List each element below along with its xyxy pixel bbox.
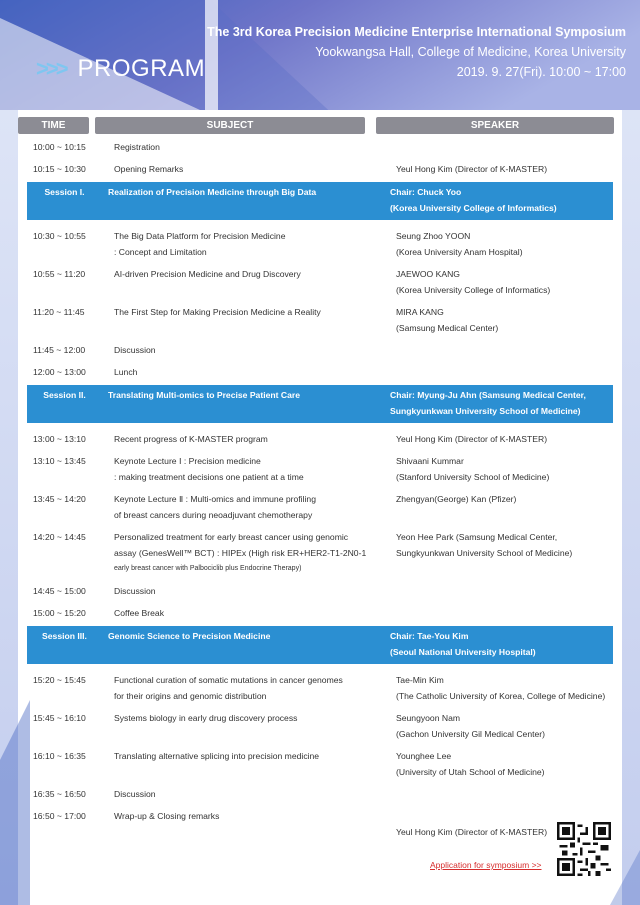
- subject-line: AI-driven Precision Medicine and Drug Discovery: [114, 269, 301, 279]
- speaker-line: Chair: Myung-Ju Ahn (Samsung Medical Center,: [390, 390, 586, 400]
- subject-cell: [102, 628, 390, 660]
- subject-line: of breast cancers during neoadjuvant chemotherapy: [114, 510, 313, 520]
- subject-line: Registration: [114, 142, 160, 152]
- session-header-row: [27, 626, 613, 664]
- speaker-line: Chair: Chuck Yoo: [390, 187, 462, 197]
- program-heading: [36, 55, 205, 83]
- subject-cell: [108, 786, 396, 802]
- speaker-line: Tae-Min Kim: [396, 675, 444, 685]
- speaker-line: JAEWOO KANG: [396, 269, 460, 279]
- time-cell: 10:30 ~ 10:55: [33, 231, 86, 241]
- time-cell: 11:20 ~ 11:45: [33, 307, 85, 317]
- speaker-line: Yeul Hong Kim (Director of K-MASTER): [396, 164, 548, 174]
- schedule-row: [27, 806, 613, 844]
- speaker-line: Sungkyunkwan University School of Medicine): [390, 406, 581, 416]
- schedule-row: [27, 746, 613, 784]
- subject-line: Discussion: [114, 789, 156, 799]
- subject-line: Genomic Science to Precision Medicine: [108, 631, 271, 641]
- subject-line: Keynote Lecture Ⅱ : Multi-omics and immune profiling: [114, 494, 316, 504]
- subject-cell: [108, 491, 396, 523]
- event-title: The 3rd Korea Precision Medicine Enterprise International Symposium: [207, 25, 626, 39]
- speaker-cell: [390, 387, 613, 419]
- schedule-row: [27, 159, 613, 181]
- speaker-line: (Stanford University School of Medicine): [396, 472, 550, 482]
- schedule-row: [27, 489, 613, 527]
- time-cell: 16:35 ~ 16:50: [33, 789, 86, 799]
- subject-cell: [108, 304, 396, 336]
- schedule-row: [27, 708, 613, 746]
- subject-cell: [108, 228, 396, 260]
- column-header-speaker: SPEAKER: [376, 117, 614, 134]
- subject-cell: [108, 605, 396, 621]
- subject-line: Recent progress of K-MASTER program: [114, 434, 268, 444]
- speaker-line: Yeul Hong Kim (Director of K-MASTER): [396, 827, 548, 837]
- subject-cell: [108, 672, 396, 704]
- schedule-row: [27, 670, 613, 708]
- subject-line: Lunch: [114, 367, 138, 377]
- schedule-row: [27, 527, 613, 581]
- speaker-line: (Korea University College of Informatics): [396, 285, 551, 295]
- chevron-right-icon: >>>: [36, 56, 66, 81]
- subject-cell: [108, 748, 396, 780]
- speaker-cell: [396, 710, 613, 742]
- subject-line: Coffee Break: [114, 608, 165, 618]
- speaker-cell: [390, 628, 613, 660]
- subject-cell: [108, 583, 396, 599]
- subject-line: Realization of Precision Medicine through Big Data: [108, 187, 317, 197]
- subject-line: Discussion: [114, 345, 156, 355]
- subject-cell: [108, 364, 396, 380]
- subject-line: early breast cancer with Palbociclib plus Endocrine Therapy): [114, 565, 302, 572]
- time-cell: 16:50 ~ 17:00: [33, 811, 86, 821]
- speaker-line: (The Catholic University of Korea, College of Medicine): [396, 691, 606, 701]
- time-cell: 15:45 ~ 16:10: [33, 713, 86, 723]
- time-cell: 13:45 ~ 14:20: [33, 494, 86, 504]
- speaker-line: (Samsung Medical Center): [396, 323, 499, 333]
- speaker-line: Chair: Tae-You Kim: [390, 631, 469, 641]
- subject-line: The First Step for Making Precision Medicine a Reality: [114, 307, 321, 317]
- schedule-row: [27, 784, 613, 806]
- column-header-time: TIME: [18, 117, 89, 134]
- time-cell: 12:00 ~ 13:00: [33, 367, 86, 377]
- session-header-row: [27, 182, 613, 220]
- subject-cell: [108, 431, 396, 447]
- time-cell: 16:10 ~ 16:35: [33, 751, 86, 761]
- time-cell: 14:45 ~ 15:00: [33, 586, 86, 596]
- page-title: PROGRAM: [77, 55, 206, 82]
- speaker-cell: [396, 161, 613, 177]
- subject-line: for their origins and genomic distribution: [114, 691, 267, 701]
- qr-code-icon[interactable]: [557, 822, 611, 876]
- subject-line: Translating Multi-omics to Precise Patient Care: [108, 390, 300, 400]
- subject-cell: [108, 529, 396, 577]
- schedule-row: [27, 362, 613, 384]
- subject-line: Keynote Lecture Ⅰ : Precision medicine: [114, 456, 261, 466]
- speaker-line: MIRA KANG: [396, 307, 444, 317]
- subject-line: Personalized treatment for early breast cancer using genomic: [114, 532, 349, 542]
- time-cell: 14:20 ~ 14:45: [33, 532, 86, 542]
- speaker-cell: [396, 431, 613, 447]
- subject-line: Discussion: [114, 586, 156, 596]
- subject-line: assay (GenesWell™ BCT) : HIPEx (High risk ER+HER2-T1-2N0-1: [114, 548, 367, 558]
- speaker-cell: [396, 786, 613, 802]
- speaker-line: Shivaani Kummar: [396, 456, 464, 466]
- speaker-cell: [396, 342, 613, 358]
- schedule-row: [27, 226, 613, 264]
- schedule-row: [27, 429, 613, 451]
- time-cell: 15:20 ~ 15:45: [33, 675, 86, 685]
- speaker-line: Yeul Hong Kim (Director of K-MASTER): [396, 434, 548, 444]
- subject-cell: [108, 266, 396, 298]
- schedule-row: [27, 302, 613, 340]
- session-header-row: [27, 385, 613, 423]
- subject-cell: [108, 139, 396, 155]
- speaker-line: Seung Zhoo YOON: [396, 231, 471, 241]
- subject-line: Functional curation of somatic mutations in cancer genomes: [114, 675, 343, 685]
- session-label: Session III.: [42, 631, 87, 641]
- schedule-row: [27, 603, 613, 625]
- speaker-cell: [396, 605, 613, 621]
- speaker-cell: [396, 139, 613, 155]
- subject-cell: [108, 453, 396, 485]
- speaker-cell: [396, 529, 613, 577]
- speaker-line: (Korea University Anam Hospital): [396, 247, 523, 257]
- speaker-cell: [396, 364, 613, 380]
- speaker-cell: [396, 748, 613, 780]
- speaker-line: Zhengyan(George) Kan (Pfizer): [396, 494, 517, 504]
- subject-cell: [102, 387, 390, 419]
- subject-cell: [108, 710, 396, 742]
- speaker-line: (Gachon University Gil Medical Center): [396, 729, 546, 739]
- event-date: 2019. 9. 27(Fri). 10:00 ~ 17:00: [456, 65, 626, 79]
- speaker-cell: [396, 491, 613, 523]
- speaker-cell: [396, 228, 613, 260]
- schedule-row: [27, 451, 613, 489]
- subject-cell: [108, 161, 396, 177]
- time-cell: 11:45 ~ 12:00: [33, 345, 86, 355]
- speaker-cell: [396, 583, 613, 599]
- time-cell: 13:10 ~ 13:45: [33, 456, 86, 466]
- subject-line: : making treatment decisions one patient at a time: [114, 472, 304, 482]
- event-info: [207, 22, 626, 82]
- schedule-row: [27, 340, 613, 362]
- speaker-cell: [396, 672, 613, 704]
- schedule-row: [27, 581, 613, 603]
- speaker-cell: [396, 453, 613, 485]
- subject-line: The Big Data Platform for Precision Medicine: [114, 231, 286, 241]
- time-cell: 10:55 ~ 11:20: [33, 269, 86, 279]
- time-cell: 10:00 ~ 10:15: [33, 142, 86, 152]
- speaker-cell: [396, 266, 613, 298]
- event-venue: Yookwangsa Hall, College of Medicine, Korea University: [315, 45, 626, 59]
- subject-line: Translating alternative splicing into precision medicine: [114, 751, 320, 761]
- speaker-line: Yeon Hee Park (Samsung Medical Center,: [396, 532, 558, 542]
- speaker-line: Seungyoon Nam: [396, 713, 461, 723]
- speaker-line: (Korea University College of Informatics): [390, 203, 557, 213]
- subject-cell: [108, 808, 396, 840]
- speaker-line: (Seoul National University Hospital): [390, 647, 536, 657]
- schedule-row: [27, 264, 613, 302]
- session-label: Session II.: [43, 390, 86, 400]
- application-link[interactable]: Application for symposium >>: [430, 860, 542, 870]
- speaker-line: Sungkyunkwan University School of Medicine): [396, 548, 573, 558]
- subject-cell: [102, 184, 390, 216]
- subject-line: Wrap-up & Closing remarks: [114, 811, 220, 821]
- speaker-line: Younghee Lee: [396, 751, 452, 761]
- program-schedule: [27, 137, 613, 844]
- subject-cell: [108, 342, 396, 358]
- subject-line: Systems biology in early drug discovery process: [114, 713, 298, 723]
- time-cell: 10:15 ~ 10:30: [33, 164, 86, 174]
- subject-line: : Concept and Limitation: [114, 247, 207, 257]
- speaker-line: (University of Utah School of Medicine): [396, 767, 545, 777]
- time-cell: 15:00 ~ 15:20: [33, 608, 86, 618]
- speaker-cell: [390, 184, 613, 216]
- time-cell: 13:00 ~ 13:10: [33, 434, 86, 444]
- column-header-subject: SUBJECT: [95, 117, 365, 134]
- schedule-row: [27, 137, 613, 159]
- session-label: Session I.: [44, 187, 85, 197]
- speaker-cell: [396, 304, 613, 336]
- subject-line: Opening Remarks: [114, 164, 184, 174]
